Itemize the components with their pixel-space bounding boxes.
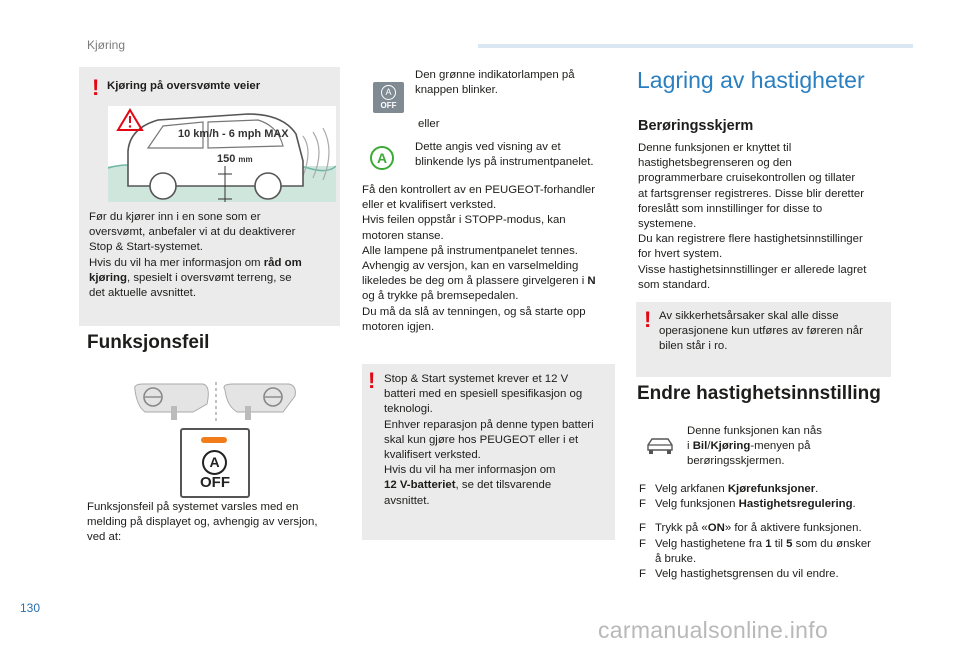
flood-box-text: Før du kjører inn i en sone som er oversvømt, anbefaler vi at du deaktiverer Stop & Start-systemet. Hvis du vil ha mer informasjon om råd om kjøring, spesielt i oversvømt terreng, se det aktuelle avsnittet. bbox=[89, 211, 302, 300]
header-rule bbox=[478, 44, 913, 48]
flood-box-title: Kjøring på oversvømte veier bbox=[107, 80, 261, 92]
running-header: Kjøring bbox=[87, 38, 126, 52]
max-depth-label: 150 mm bbox=[217, 153, 253, 165]
step-item: F Velg hastighetene fra 1 til 5 som du ønsker bbox=[639, 537, 871, 550]
step-item: F Velg funksjonen Hastighetsregulering. bbox=[639, 498, 856, 511]
steering-wheel-buttons-illustration bbox=[133, 382, 299, 422]
green-a-indicator-icon: A bbox=[370, 146, 394, 170]
watermark: carmanualsonline.info bbox=[598, 617, 829, 643]
step-item: F Trykk på «ON» for å aktivere funksjonen. bbox=[639, 522, 862, 535]
malfunction-text: Funksjonsfeil på systemet varsles med en melding på displayet og, avhengig av versjon, ved at: bbox=[87, 501, 318, 544]
warning-exclamation-icon: ! bbox=[644, 307, 652, 332]
touchscreen-text: Denne funksjonen er knyttet til hastighetsbegrenseren og den programmerbare cruisekontrollen og tillater at fartsgrenser registreres. Disse blir deretter foreslått som innstillinger for disse to systemene. Du kan registrere flere hastighetsinnstillinger for hvert system. Visse hastighetsinnstillinger er allerede lagret som standard. bbox=[638, 142, 867, 291]
car-menu-icon bbox=[645, 436, 675, 456]
access-text: Denne funksjonen kan nås i Bil/Kjøring-menyen på berøringsskjermen. bbox=[687, 425, 822, 468]
step-item: F Velg hastighetsgrensen du vil endre. bbox=[639, 568, 839, 581]
max-speed-label: 10 km/h - 6 mph MAX bbox=[178, 128, 289, 140]
middle-body-text: Få den kontrollert av en PEUGEOT-forhandler eller et kvalifisert verksted. Hvis feilen oppstår i STOPP-modus, kan motoren stanse. Alle lampene på instrumentpanelet tennes. Avhengig av versjon, kan en varselmelding likeledes be deg om å plassere girvelgeren i N og å trykke på bremsepedalen. Du må da slå av tenningen, og så starte opp motoren igjen. bbox=[362, 184, 596, 333]
a-off-button-icon: A OFF bbox=[180, 428, 250, 498]
battery-note-text: Stop & Start systemet krever et 12 V batteri med en spesiell spesifikasjon og teknologi. Enhver reparasjon på denne typen batteri skal kun gjøre hos PEUGEOT eller i et kvalifisert verksted. Hvis du vil ha mer informasjon om 12 V-batteriet, se det tilsvarende avsnittet. bbox=[384, 373, 594, 507]
safety-note-text: Av sikkerhetsårsaker skal alle disse operasjonene kun utføres av føreren når bilen står i ro. bbox=[659, 310, 863, 353]
a-off-indicator-icon: A OFF bbox=[373, 82, 404, 113]
step-item: F Velg arkfanen Kjørefunksjoner. bbox=[639, 483, 819, 495]
change-speed-heading: Endre hastighetsinnstilling bbox=[637, 383, 881, 404]
warning-exclamation-icon: ! bbox=[368, 368, 376, 393]
touchscreen-heading: Berøringsskjerm bbox=[638, 118, 754, 134]
steps-list: F Velg arkfanen Kjørefunksjoner. F Velg funksjonen Hastighetsregulering. F Trykk på «ON» for å aktivere funksjonen. F Velg hastighetene fra 1 til 5 som du ønsker å bruke. F Velg hastighetsgrensen du vil endre. bbox=[639, 482, 904, 582]
warning-exclamation-icon: ! bbox=[92, 75, 100, 100]
speed-memorisation-title: Lagring av hastigheter bbox=[637, 67, 865, 93]
or-text: eller bbox=[418, 118, 440, 130]
green-lamp-text: Den grønne indikatorlampen på knappen blinker. bbox=[415, 69, 575, 97]
malfunction-heading: Funksjonsfeil bbox=[87, 332, 210, 353]
display-text: Dette angis ved visning av et blinkende lys på instrumentpanelet. bbox=[415, 141, 594, 169]
page-number: 130 bbox=[20, 601, 41, 615]
